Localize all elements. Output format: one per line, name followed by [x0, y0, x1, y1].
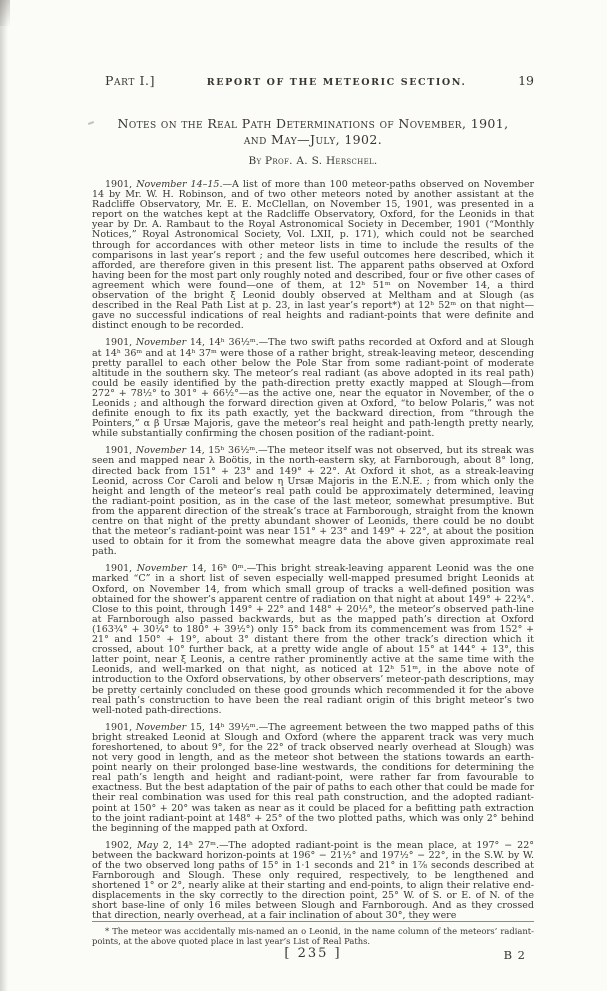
paragraph-date: November 14–15 — [136, 179, 220, 190]
paragraph-year: 1901, — [105, 721, 136, 733]
paragraph-date: November — [135, 445, 187, 457]
part-label: Part I.] — [105, 73, 156, 88]
page-header — [92, 73, 534, 88]
paragraph-date: May — [137, 839, 158, 851]
folio-number: [ 235 ] — [284, 946, 342, 961]
scan-corner-artifact — [0, 0, 10, 26]
paragraph-1901-nov-14-1536 — [92, 446, 534, 557]
paragraph-year: 1901, — [105, 337, 136, 349]
running-title: REPORT OF THE METEORIC SECTION. — [206, 77, 467, 88]
paragraph-1901-nov-14-1436 — [92, 338, 534, 439]
paragraph-body: 14, 16ʰ 0ᵐ.—This bright streak-leaving apparent Leonid was the one marked “C” in a short list of seven especially well-mapped presumed bright Leonids at Oxford, on November 14, from which small group of tracks a well-defined position was obtained for the shower’s apparent centre of radiation on that night at about 149° + 22¾°. Close to this point, through 149° + 22° and 148° + 20½°, the meteor’s observed path-line at Farnborough also passed backwards, but as the mapped path’s direction at Oxford (163¾° + 30¼° to 180° + 39½°) only 15° back from its commencement was from 152° + 21° and 150° + 19°, about 3° distant there from the other track’s direction which it crossed, about 10° further back, at a pretty wide angle of about 15° at 144° + 13°, this latter point, near ξ Leonis, a centre rather prominently active at the same time with the Leonids, and well-marked on that night, as noticed at 12ʰ 51ᵐ, in the above note of introduction to the Oxford observations, by other observers’ meteor-path descriptions, may be pretty certainly concluded on these good grounds which recommended it for the above real path’s construction to have been the real radiant origin of this bright meteor’s two well-noted path-directions. — [92, 563, 534, 716]
paragraph-date: November — [135, 721, 187, 733]
footnote-divider — [92, 921, 534, 922]
paragraph-body: 14, 14ʰ 36½ᵐ.—The two swift paths recorded at Oxford and at Slough at 14ʰ 36ᵐ and at 14ʰ 37ᵐ were those of a rather bright, streak-leaving meteor, descending pretty parallel to each other below the Pole Star from some radiant-point of moderate altitude in the southern sky. The meteor’s real radiant (as above adopted in its real path) could be easily identified by the path-direction pretty exactly mapped at Slough—from 272° + 78½° to 301° + 66½°—as the active one, near the equator in November, of the o Leonids ; and although the forward direction given at Oxford, “to below Polaris,” was not definite enough to fix its path exactly, yet the backward direction, from “through the Pointers,” α β Ursæ Majoris, gave the meteor’s real height and path-length pretty nearly, while substantially confirming the chosen position of the radiant-point. — [92, 337, 535, 440]
page-number: 19 — [518, 73, 534, 88]
footnote-text: * The meteor was accidentally mis-named an o Leonid, in the name column of the meteors’ radiant-points, at the above quoted place in last year’s List of Real Paths. — [92, 926, 534, 946]
signature-mark: B 2 — [503, 948, 526, 962]
paragraph-1902-may-2 — [92, 841, 534, 922]
article-title — [82, 116, 544, 148]
paragraph-1901-nov-14-15 — [92, 180, 534, 331]
article-title-line2: and May—July, 1902. — [243, 132, 383, 147]
paragraph-year: 1901, — [105, 179, 137, 190]
paragraph-1901-nov-14-1600 — [92, 564, 534, 715]
paragraph-body: .—A list of more than 100 meteor-paths observed on November 14 by Mr. W. H. Robinson, and of two other meteors noted by another assistant at the Radcliffe Observatory, Mr. E. E. McClellan, on November 15, 1901, was presented in a report on the watches kept at the Radcliffe Observatory, Oxford, for the Leonids in that year by Dr. A. Rambaut to the Royal Astronomical Society in December, 1901 (“Monthly Notices,” Royal Astronomical Society, Vol. LXII, p. 171), which could not be searched through for accordances with other meteor lists in time to include the results of the comparisons in last year’s report ; and the few useful outcomes here described, which it afforded, are therefore given in this present list. The apparent paths observed at Oxford having been for the most part only roughly noted and described, four or five other cases of agreement which were found—one of them, at 12ʰ 51ᵐ on November 14, a third observation of the bright ξ Leonid doubly observed at Meltham and at Slough (as described in the Real Path List at p. 23, in last year’s report*) at 12ʰ 52ᵐ on that night—gave no successful indications of real heights and radiant-points that were definite and distinct enough to be recorded. — [92, 179, 534, 332]
paragraph-year: 1902, — [105, 839, 138, 851]
paragraph-1901-nov-15 — [92, 723, 534, 834]
paragraph-year: 1901, — [105, 445, 136, 457]
paragraph-date: November — [135, 337, 187, 349]
paragraph-body: 15, 14ʰ 39½ᵐ.—The agreement between the two mapped paths of this bright streaked Leonid at Slough and Oxford (where the apparent track was very much foreshortened, to about 9°, for the 22° of track observed nearly overhead at Slough) was not very good in length, and as the meteor shot between the stations towards an earth-point nearly on their prolonged base-line westwards, the conditions for determining the real path’s length and height and radiant-point, were rather far from favourable to exactness. But the best adaptation of the pair of paths to each other that could be made for their real combination was used for this real path construction, and the adopted radiant-point at 150° + 20° was taken as near as it could be placed for a befitting path extraction to the joint radiant-point at 148° + 25° of the two plotted paths, which was only 2° behind the beginning of the mapped path at Oxford. — [92, 721, 535, 834]
scan-edge-shading — [0, 0, 8, 991]
article-body — [92, 180, 534, 929]
paragraph-body: 14, 15ʰ 36½ᵐ.—The meteor itself was not observed, but its streak was seen and mapped near λ Boötis, in the north-eastern sky, at Farnborough, about 8° long, directed back from 151° + 23° and 149° + 22°. At Oxford it shot, as a streak-leaving Leonid, across Cor Caroli and below η Ursæ Majoris in the E.N.E. ; from which only the height and length of the meteor’s real path could be approximately determined, leaving the radiant-point position, as in the case of the last meteor, somewhat presumptive. But from the apparent direction of the streak’s trace at Farnborough, straight from the known centre on that night of the pretty abundant shower of Leonids, there could be no doubt that the meteor’s radiant-point was near 151° + 23° and 149° + 22°, at about the position used to obtain for it from the somewhat meagre data the above given approximate real path. — [92, 445, 535, 558]
paragraph-date: November — [136, 563, 187, 575]
paragraph-body: 2, 14ʰ 27ᵐ.—The adopted radiant-point is the mean place, at 197° − 22° between the backward horizon-points at 196° − 21½° and 197½° − 22°, in the S.W. by W. of the two observed long paths of 15° in 1·1 seconds and 21° in 1⅞ seconds described at Farnborough and Slough. These only required, respectively, to be lengthened and shortened 1° or 2°, nearly alike at their starting and end-points, to align their relative end-displacements in the sky correctly to the direction point, 25° W. of S. or E. of N. of the short base-line of only 16 miles between Slough and Farnborough. And as they crossed that direction, nearly overhead, at a fair inclination of about 30°, they were — [92, 839, 534, 922]
author-byline: By Prof. A. S. Herschel. — [248, 155, 378, 167]
page-footer — [92, 946, 534, 964]
article-title-line1: Notes on the Real Path Determinations of November, 1901, — [117, 116, 509, 131]
paragraph-year: 1901, — [105, 563, 137, 575]
